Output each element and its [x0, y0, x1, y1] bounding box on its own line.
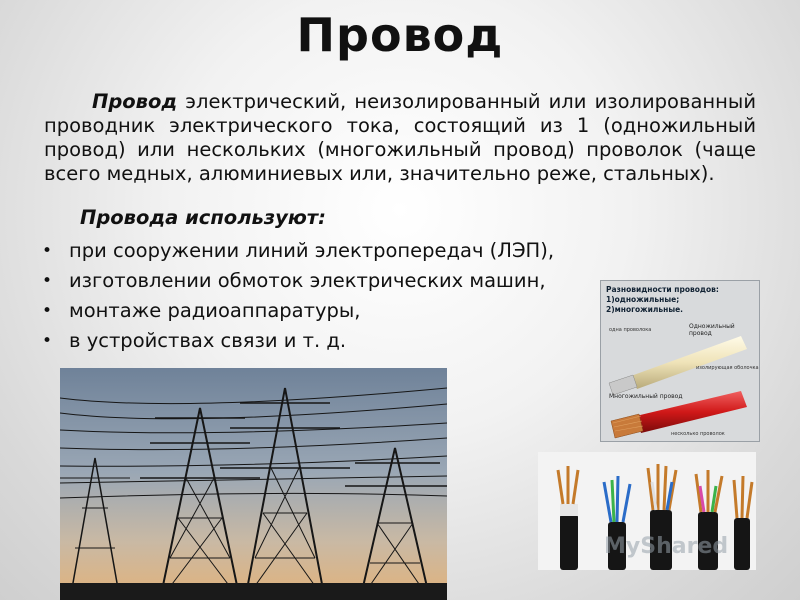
list-item: • при сооружении линий электропередач (ЛЭП),: [42, 236, 554, 266]
power-lines-photo: [60, 368, 447, 600]
definition-lead: Провод: [92, 90, 178, 113]
wire-types-header: Разновидности проводов: 1)одножильные; 2)многожильные.: [606, 285, 719, 314]
uses-heading: Провода используют:: [80, 206, 326, 229]
label-multi-wire: Многожильный провод: [609, 393, 683, 400]
label-core: одна проволока: [609, 327, 652, 333]
wire-types-diagram: [600, 280, 760, 442]
list-item: • монтаже радиоаппаратуры,: [42, 296, 554, 326]
slide-title: Провод: [296, 8, 504, 62]
uses-list: [42, 236, 554, 356]
watermark: MyShared: [604, 534, 729, 559]
list-item: • в устройствах связи и т. д.: [42, 326, 554, 356]
label-insulation: изолирующая оболочка: [696, 365, 759, 371]
label-strands: несколько проволок: [671, 431, 725, 437]
definition-text: электрический, неизолированный или изолированный проводник электрического тока, состоящий из 1 (одножильный провод) или нескольких (многожильный провод) проволок (чаще всего медных, алюминиевых или, значительно реже, стальных).: [44, 90, 756, 185]
label-single-wire: Одножильный провод: [689, 323, 735, 337]
definition-paragraph: [44, 90, 756, 186]
list-item: • изготовлении обмоток электрических машин,: [42, 266, 554, 296]
